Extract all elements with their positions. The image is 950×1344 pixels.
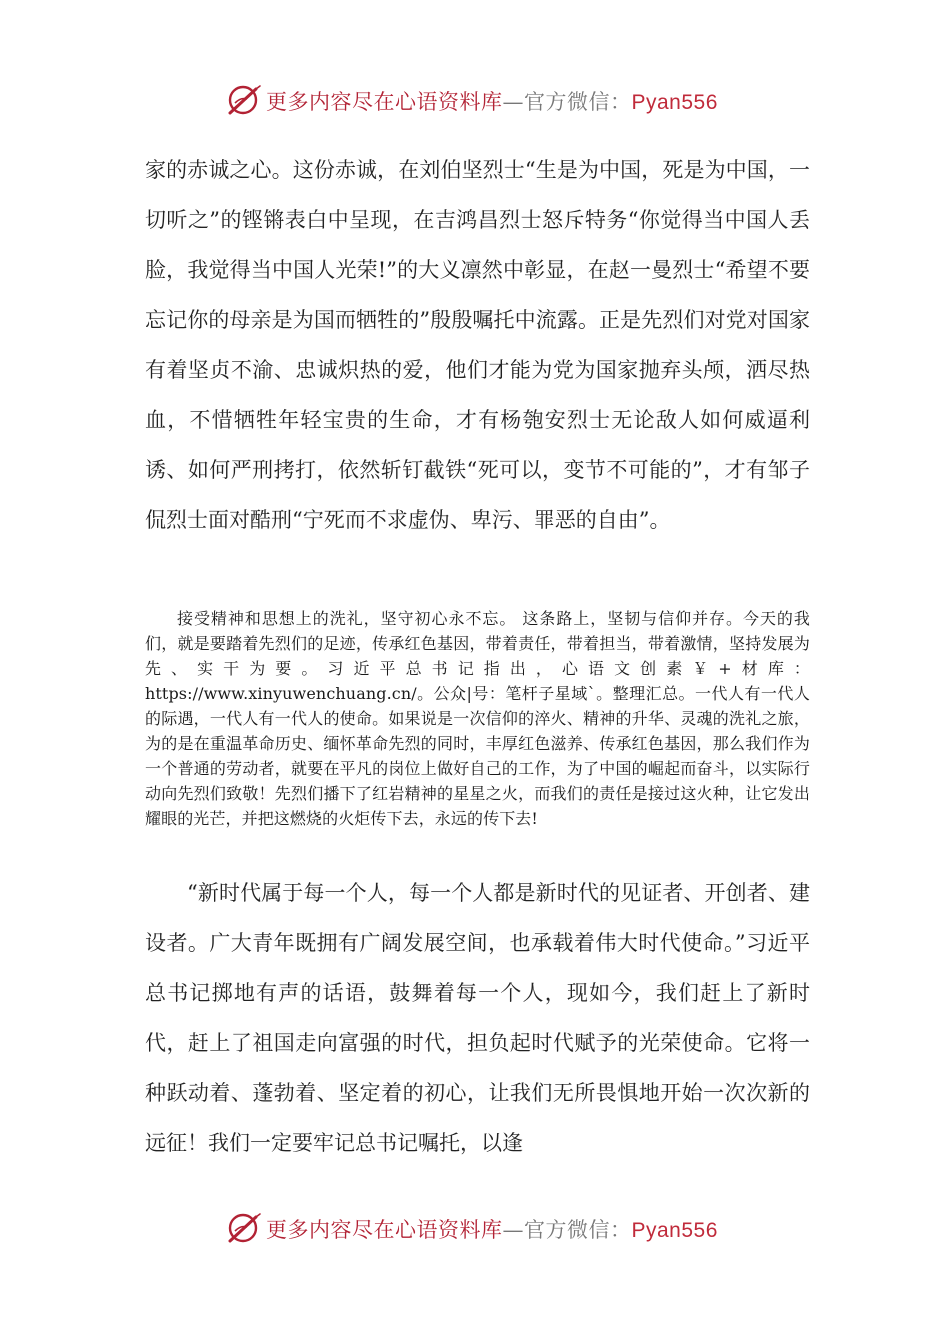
banner-title: 更多内容尽在心语资料库 — [266, 90, 503, 114]
footer-banner-text — [266, 1214, 718, 1244]
banner-dash: — — [502, 1218, 524, 1242]
banner-dash: — — [502, 90, 524, 114]
body-paragraph-2: 接受精神和思想上的洗礼，坚守初心永不忘。 这条路上，坚韧与信仰并存。今天的我们，就是要踏着先烈们的足迹，传承红色基因，带着责任，带着担当，带着激情，坚持发展为先、实干为要。习近平总书记指出，心语文创素￥+材库：https://www.xinyuwenchuang.cn/。公众|号：笔杆子星域`。整理汇总。一代人有一代人的际遇，一代人有一代人的使命。如果说是一次信仰的淬火、精神的升华、灵魂的洗礼之旅，为的是在重温革命历史、缅怀革命先烈的同时，丰厚红色滋养、传承红色基因，那么我们作为一个普通的劳动者，就要在平凡的岗位上做好自己的工作，为了中国的崛起而奋斗，以实际行动向先烈们致敬！先烈们播下了红岩精神的星星之火，而我们的责任是接过这火种，让它发出耀眼的光芒，并把这燃烧的火炬传下去，永远的传下去! — [145, 609, 810, 828]
pen-in-circle-logo-icon — [226, 83, 262, 117]
footer-banner — [0, 1208, 950, 1248]
banner-wechat-label: 官方微信： — [524, 90, 632, 114]
banner-wechat-id: Pyan556 — [631, 91, 718, 114]
banner-wechat-id: Pyan556 — [631, 1219, 718, 1242]
header-banner — [0, 80, 950, 120]
banner-title: 更多内容尽在心语资料库 — [266, 1218, 503, 1242]
banner-wechat-label: 官方微信： — [524, 1218, 632, 1242]
body-paragraph-3: “新时代属于每一个人，每一个人都是新时代的见证者、开创者、建设者。广大青年既拥有广阔发展空间，也承载着伟大时代使命。”习近平总书记掷地有声的话语，鼓舞着每一个人，现如今，我们赶上了新时代，赶上了祖国走向富强的时代，担负起时代赋予的光荣使命。它将一种跃动着、蓬勃着、坚定着的初心，让我们无所畏惧地开始一次次新的远征！我们一定要牢记总书记嘱托，以逢 — [145, 881, 810, 1155]
pen-in-circle-logo-icon — [226, 1211, 262, 1245]
header-banner-text — [266, 86, 718, 116]
body-paragraph-1: 家的赤诚之心。这份赤诚，在刘伯坚烈士“生是为中国，死是为中国，一切听之”的铿锵表白中呈现，在吉鸿昌烈士怒斥特务“你觉得当中国人丢脸，我觉得当中国人光荣!”的大义凛然中彰显，在赵一曼烈士“希望不要忘记你的母亲是为国而牺牲的”殷殷嘱托中流露。正是先烈们对党对国家有着坚贞不渝、忠诚炽热的爱，他们才能为党为国家抛弃头颅，洒尽热血，不惜牺牲年轻宝贵的生命，才有杨匏安烈士无论敌人如何威逼利诱、如何严刑拷打，依然斩钉截铁“死可以，变节不可能的”，才有邹子侃烈士面对酷刑“宁死而不求虚伪、卑污、罪恶的自由”。 — [145, 158, 810, 532]
